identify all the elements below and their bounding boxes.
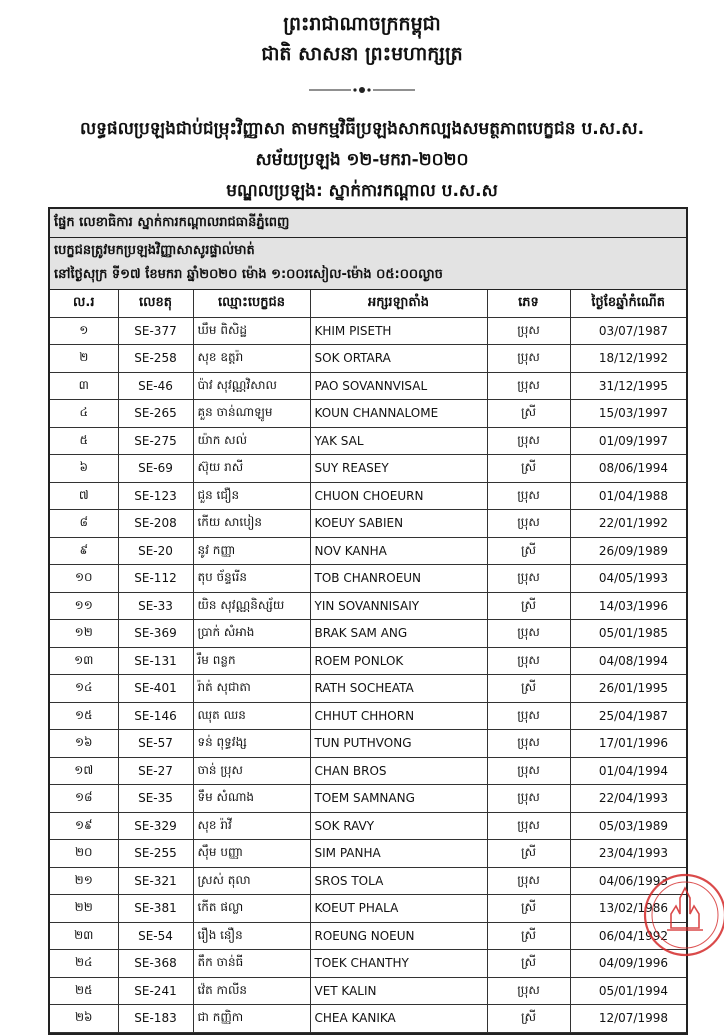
- latin-name-cell: TOEK CHANTHY: [310, 950, 487, 978]
- row-number-cell: ២៣: [50, 922, 118, 950]
- row-number-cell: ២៤: [50, 950, 118, 978]
- table-row: [50, 950, 686, 978]
- sex-cell: ស្រី: [487, 950, 570, 978]
- table-row: [50, 372, 686, 400]
- table-row: [50, 730, 686, 758]
- official-seal-icon: [641, 870, 724, 960]
- col-header-number: ល.រ: [50, 290, 118, 317]
- latin-name-cell: PAO SOVANNVISAL: [310, 372, 487, 400]
- birthdate-cell: 04/06/1993: [570, 867, 686, 895]
- birthdate-cell: 18/12/1992: [570, 345, 686, 373]
- table-row: [50, 812, 686, 840]
- birthdate-cell: 14/03/1996: [570, 592, 686, 620]
- table-row: [50, 977, 686, 1005]
- row-number-cell: ១០: [50, 565, 118, 593]
- sex-cell: ប្រុស: [487, 757, 570, 785]
- seat-number-cell: SE-265: [118, 400, 193, 428]
- birthdate-cell: 05/01/1985: [570, 620, 686, 648]
- sex-cell: ស្រី: [487, 592, 570, 620]
- latin-name-cell: CHEA KANIKA: [310, 1005, 487, 1033]
- khmer-name-cell: គួន ចាន់ណាឡូម: [193, 400, 310, 428]
- row-number-cell: ១៩: [50, 812, 118, 840]
- table-row: [50, 702, 686, 730]
- latin-name-cell: NOV KANHA: [310, 537, 487, 565]
- birthdate-cell: 04/08/1994: [570, 647, 686, 675]
- latin-name-cell: TUN PUTHVONG: [310, 730, 487, 758]
- section-band: ផ្នែក លេខាធិការ ស្នាក់ការកណ្ដាលរាជធានីភ្នំពេញ: [50, 209, 686, 238]
- birthdate-cell: 17/01/1996: [570, 730, 686, 758]
- seat-number-cell: SE-33: [118, 592, 193, 620]
- sex-cell: ប្រុស: [487, 977, 570, 1005]
- row-number-cell: ១២: [50, 620, 118, 648]
- latin-name-cell: VET KALIN: [310, 977, 487, 1005]
- khmer-name-cell: យិន សុវណ្ណនិស្ស័យ: [193, 592, 310, 620]
- table-row: [50, 427, 686, 455]
- row-number-cell: ១៥: [50, 702, 118, 730]
- khmer-name-cell: កើត ផល្លា: [193, 895, 310, 923]
- row-number-cell: ២: [50, 345, 118, 373]
- sex-cell: ប្រុស: [487, 317, 570, 345]
- birthdate-cell: 15/03/1997: [570, 400, 686, 428]
- schedule-heading: បេក្ខជនត្រូវមកប្រឡងវិញ្ញាសាសូរផ្ទាល់មាត់: [54, 243, 255, 258]
- table-row: [50, 895, 686, 923]
- birthdate-cell: 26/01/1995: [570, 675, 686, 703]
- table-row: [50, 867, 686, 895]
- table-row: [50, 785, 686, 813]
- sex-cell: ស្រី: [487, 537, 570, 565]
- sex-cell: ប្រុស: [487, 482, 570, 510]
- seat-number-cell: SE-258: [118, 345, 193, 373]
- row-number-cell: ២០: [50, 840, 118, 868]
- sex-cell: ស្រី: [487, 675, 570, 703]
- seat-number-cell: SE-54: [118, 922, 193, 950]
- birthdate-cell: 22/04/1993: [570, 785, 686, 813]
- seat-number-cell: SE-112: [118, 565, 193, 593]
- birthdate-cell: 04/05/1993: [570, 565, 686, 593]
- divider-ornament-icon: [307, 84, 417, 96]
- khmer-name-cell: នូវ កញ្ញា: [193, 537, 310, 565]
- sex-cell: ប្រុស: [487, 812, 570, 840]
- latin-name-cell: TOEM SAMNANG: [310, 785, 487, 813]
- seat-number-cell: SE-146: [118, 702, 193, 730]
- document-title: លទ្ធផលប្រឡងជាប់ជម្រុះវិញ្ញាសា តាមកម្មវិធីប្រឡងសាកល្បងសមត្ថភាពបេក្ខជន ប.ស.ស.: [79, 119, 645, 139]
- khmer-name-cell: វ៉េត កាលីន: [193, 977, 310, 1005]
- sex-cell: ប្រុស: [487, 427, 570, 455]
- khmer-name-cell: តុប ច័ន្ទរើន: [193, 565, 310, 593]
- latin-name-cell: YAK SAL: [310, 427, 487, 455]
- latin-name-cell: SIM PANHA: [310, 840, 487, 868]
- seat-number-cell: SE-183: [118, 1005, 193, 1033]
- row-number-cell: ៨: [50, 510, 118, 538]
- khmer-name-cell: ស៊ុយ រាសី: [193, 455, 310, 483]
- sex-cell: ស្រី: [487, 895, 570, 923]
- sex-cell: ប្រុស: [487, 620, 570, 648]
- sex-cell: ប្រុស: [487, 730, 570, 758]
- seat-number-cell: SE-27: [118, 757, 193, 785]
- table-row: [50, 1005, 686, 1033]
- birthdate-cell: 26/09/1989: [570, 537, 686, 565]
- sex-cell: ប្រុស: [487, 510, 570, 538]
- khmer-name-cell: ឃឹម ពិសិដ្ឋ: [193, 317, 310, 345]
- khmer-name-cell: ទឹម សំណាង: [193, 785, 310, 813]
- table-row: [50, 510, 686, 538]
- table-row: [50, 400, 686, 428]
- birthdate-cell: 03/07/1987: [570, 317, 686, 345]
- sex-cell: ស្រី: [487, 922, 570, 950]
- table-row: [50, 345, 686, 373]
- birthdate-cell: 06/04/1992: [570, 922, 686, 950]
- khmer-name-cell: រឿង នឿន: [193, 922, 310, 950]
- table-row: [50, 565, 686, 593]
- seat-number-cell: SE-377: [118, 317, 193, 345]
- latin-name-cell: CHHUT CHHORN: [310, 702, 487, 730]
- sex-cell: ប្រុស: [487, 785, 570, 813]
- birthdate-cell: 04/09/1996: [570, 950, 686, 978]
- khmer-name-cell: សុខ ឧត្តរ៉ា: [193, 345, 310, 373]
- khmer-name-cell: តឹក ចាន់ធី: [193, 950, 310, 978]
- sex-cell: ស្រី: [487, 455, 570, 483]
- row-number-cell: ១១: [50, 592, 118, 620]
- seat-number-cell: SE-123: [118, 482, 193, 510]
- latin-name-cell: TOB CHANROEUN: [310, 565, 487, 593]
- latin-name-cell: ROEM PONLOK: [310, 647, 487, 675]
- seat-number-cell: SE-368: [118, 950, 193, 978]
- row-number-cell: ៤: [50, 400, 118, 428]
- row-number-cell: ២២: [50, 895, 118, 923]
- exam-session: សម័យប្រឡង ១២-មករា-២០២០: [255, 150, 469, 170]
- seat-number-cell: SE-57: [118, 730, 193, 758]
- table-row: [50, 675, 686, 703]
- table-row: [50, 455, 686, 483]
- sex-cell: ប្រុស: [487, 345, 570, 373]
- sex-cell: ប្រុស: [487, 867, 570, 895]
- khmer-name-cell: យ៉ាក សល់: [193, 427, 310, 455]
- birthdate-cell: 08/06/1994: [570, 455, 686, 483]
- khmer-name-cell: ស្រស់ តុលា: [193, 867, 310, 895]
- sex-cell: ប្រុស: [487, 647, 570, 675]
- table-row: [50, 757, 686, 785]
- latin-name-cell: KHIM PISETH: [310, 317, 487, 345]
- birthdate-cell: 05/01/1994: [570, 977, 686, 1005]
- sex-cell: ស្រី: [487, 1005, 570, 1033]
- national-motto: ជាតិ សាសនា ព្រះមហាក្សត្រ: [261, 43, 463, 65]
- latin-name-cell: SUY REASEY: [310, 455, 487, 483]
- col-header-seat: លេខតុ: [118, 290, 193, 317]
- table-header-row: [50, 290, 686, 317]
- row-number-cell: ១៤: [50, 675, 118, 703]
- row-number-cell: ២៥: [50, 977, 118, 1005]
- table-row: [50, 317, 686, 345]
- khmer-name-cell: ឈុត ឈន: [193, 702, 310, 730]
- row-number-cell: ១៣: [50, 647, 118, 675]
- table-row: [50, 922, 686, 950]
- birthdate-cell: 25/04/1987: [570, 702, 686, 730]
- seat-number-cell: SE-35: [118, 785, 193, 813]
- kingdom-title: ព្រះរាជាណាចក្រកម្ពុជា: [283, 13, 441, 35]
- table-row: [50, 592, 686, 620]
- seat-number-cell: SE-208: [118, 510, 193, 538]
- row-number-cell: ១៧: [50, 757, 118, 785]
- schedule-band: [50, 238, 686, 290]
- seat-number-cell: SE-275: [118, 427, 193, 455]
- seat-number-cell: SE-69: [118, 455, 193, 483]
- birthdate-cell: 01/04/1994: [570, 757, 686, 785]
- khmer-name-cell: ប្រាក់ សំអាង: [193, 620, 310, 648]
- latin-name-cell: BRAK SAM ANG: [310, 620, 487, 648]
- table-row: [50, 647, 686, 675]
- khmer-name-cell: ជា កញ្ញិកា: [193, 1005, 310, 1033]
- results-sheet: [48, 207, 688, 1035]
- table-row: [50, 537, 686, 565]
- seat-number-cell: SE-131: [118, 647, 193, 675]
- seat-number-cell: SE-329: [118, 812, 193, 840]
- sex-cell: ប្រុស: [487, 372, 570, 400]
- seat-number-cell: SE-381: [118, 895, 193, 923]
- row-number-cell: ២៦: [50, 1005, 118, 1033]
- khmer-name-cell: ទន់ ពុទ្ធវង្ស: [193, 730, 310, 758]
- table-row: [50, 840, 686, 868]
- seat-number-cell: SE-369: [118, 620, 193, 648]
- latin-name-cell: KOUN CHANNALOME: [310, 400, 487, 428]
- seat-number-cell: SE-241: [118, 977, 193, 1005]
- latin-name-cell: KOEUY SABIEN: [310, 510, 487, 538]
- latin-name-cell: SROS TOLA: [310, 867, 487, 895]
- khmer-name-cell: រ៉ាត់ សុជាតា: [193, 675, 310, 703]
- row-number-cell: ១៨: [50, 785, 118, 813]
- sex-cell: ប្រុស: [487, 565, 570, 593]
- sex-cell: ស្រី: [487, 400, 570, 428]
- birthdate-cell: 31/12/1995: [570, 372, 686, 400]
- seat-number-cell: SE-20: [118, 537, 193, 565]
- row-number-cell: ១៦: [50, 730, 118, 758]
- seat-number-cell: SE-401: [118, 675, 193, 703]
- row-number-cell: ៦: [50, 455, 118, 483]
- latin-name-cell: YIN SOVANNISAIY: [310, 592, 487, 620]
- birthdate-cell: 12/07/1998: [570, 1005, 686, 1033]
- birthdate-cell: 13/02/1986: [570, 895, 686, 923]
- row-number-cell: ៥: [50, 427, 118, 455]
- latin-name-cell: RATH SOCHEATA: [310, 675, 487, 703]
- khmer-name-cell: រឹម ពន្លក: [193, 647, 310, 675]
- seat-number-cell: SE-321: [118, 867, 193, 895]
- latin-name-cell: SOK RAVY: [310, 812, 487, 840]
- schedule-time: នៅថ្ងៃសុក្រ ទី១៧ ខែមករា ឆ្នាំ២០២០ ម៉ោង ១:០០រសៀល-ម៉ោង ០៥:០០ល្ងាច: [54, 267, 443, 282]
- birthdate-cell: 22/01/1992: [570, 510, 686, 538]
- row-number-cell: ៣: [50, 372, 118, 400]
- col-header-latin-name: អក្សរឡាតាំង: [310, 290, 487, 317]
- khmer-name-cell: ជួន ជឿន: [193, 482, 310, 510]
- table-row: [50, 482, 686, 510]
- exam-center: មណ្ឌលប្រឡង: ស្នាក់ការកណ្ដាល ប.ស.ស: [226, 181, 498, 201]
- row-number-cell: ១: [50, 317, 118, 345]
- latin-name-cell: SOK ORTARA: [310, 345, 487, 373]
- col-header-sex: ភេទ: [487, 290, 570, 317]
- row-number-cell: ៧: [50, 482, 118, 510]
- row-number-cell: ៩: [50, 537, 118, 565]
- seat-number-cell: SE-46: [118, 372, 193, 400]
- birthdate-cell: 05/03/1989: [570, 812, 686, 840]
- birthdate-cell: 23/04/1993: [570, 840, 686, 868]
- latin-name-cell: CHAN BROS: [310, 757, 487, 785]
- khmer-name-cell: ចាន់ ប្រុស: [193, 757, 310, 785]
- row-number-cell: ២១: [50, 867, 118, 895]
- seat-number-cell: SE-255: [118, 840, 193, 868]
- sex-cell: ប្រុស: [487, 702, 570, 730]
- col-header-birthdate: ថ្ងៃខែឆ្នាំកំណើត: [570, 290, 686, 317]
- latin-name-cell: CHUON CHOEURN: [310, 482, 487, 510]
- khmer-name-cell: ប៉ាវ សុវណ្ណវិសាល: [193, 372, 310, 400]
- birthdate-cell: 01/09/1997: [570, 427, 686, 455]
- table-body: [50, 317, 686, 1032]
- results-table: [50, 290, 686, 1033]
- latin-name-cell: KOEUT PHALA: [310, 895, 487, 923]
- birthdate-cell: 01/04/1988: [570, 482, 686, 510]
- khmer-name-cell: កើយ សាបៀន: [193, 510, 310, 538]
- col-header-khmer-name: ឈ្មោះបេក្ខជន: [193, 290, 310, 317]
- table-row: [50, 620, 686, 648]
- latin-name-cell: ROEUNG NOEUN: [310, 922, 487, 950]
- khmer-name-cell: ស៊ឹម បញ្ញា: [193, 840, 310, 868]
- sex-cell: ស្រី: [487, 840, 570, 868]
- khmer-name-cell: សុខ រ៉ាវី: [193, 812, 310, 840]
